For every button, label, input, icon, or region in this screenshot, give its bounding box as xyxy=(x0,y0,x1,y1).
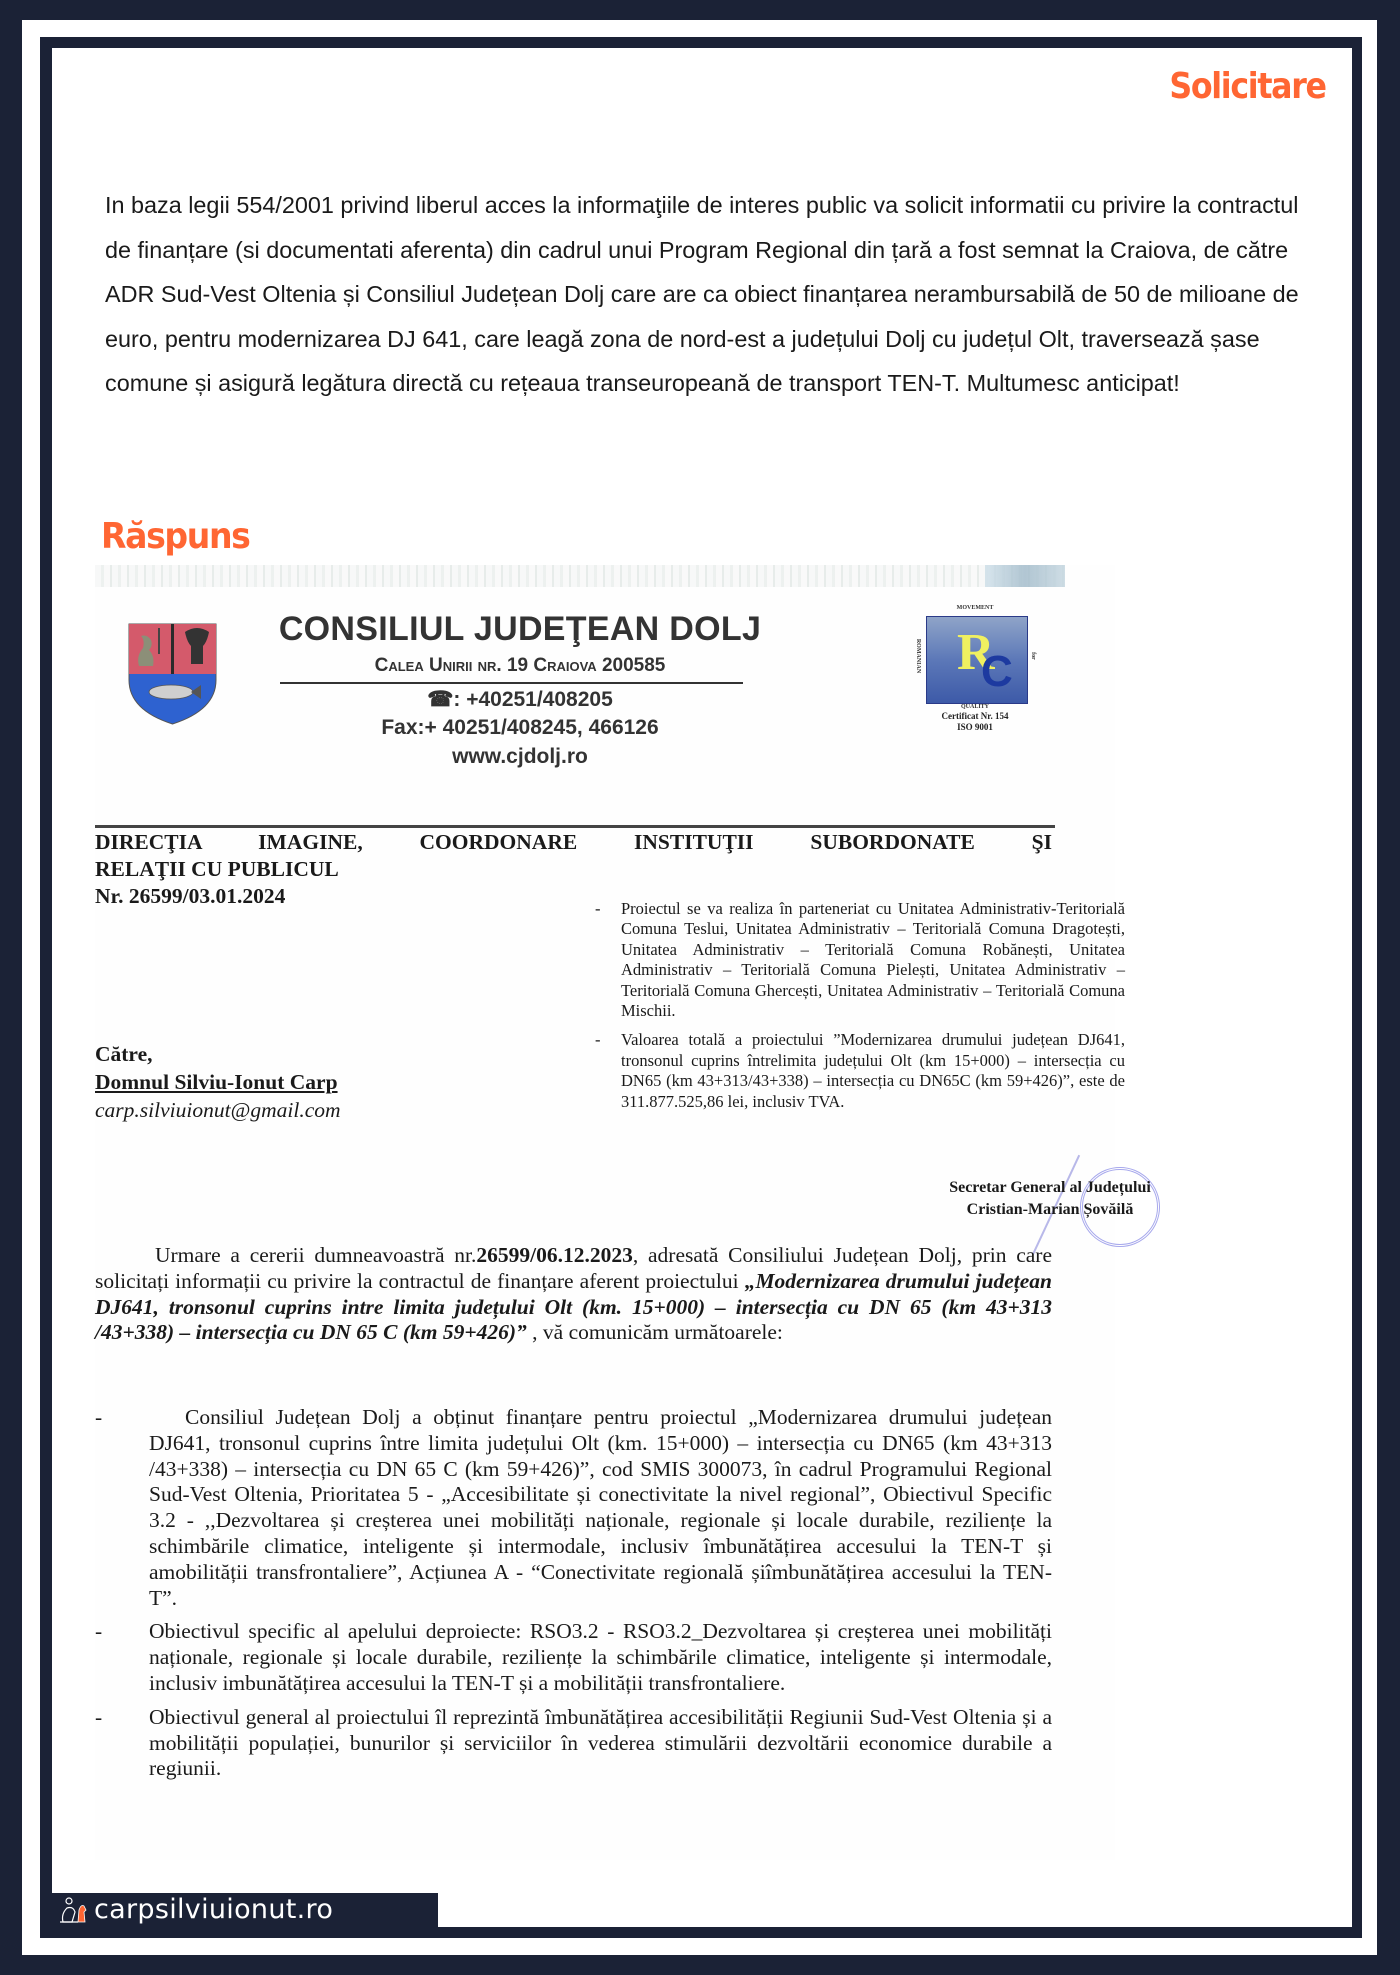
scan-noise xyxy=(985,565,1065,587)
signature-block xyxy=(910,1177,1190,1221)
signatory-name: Cristian-Marian Șovăilă xyxy=(966,1201,1134,1218)
list-item xyxy=(95,1405,1052,1611)
intro-text: Urmare a cererii dumneavoastră nr. xyxy=(155,1243,477,1267)
dash-bullet: - xyxy=(95,1405,103,1429)
cert-bottom-label: QUALITY xyxy=(960,704,989,710)
dolj-coat-of-arms-icon xyxy=(127,622,218,726)
request-number: 26599/06.12.2023 xyxy=(476,1243,633,1267)
project-details-list xyxy=(595,899,1125,1121)
dash-bullet: - xyxy=(95,1619,103,1644)
signatory-title: Secretar General al Județului xyxy=(949,1179,1151,1196)
cert-number: Certificat Nr. 154 xyxy=(941,711,1009,721)
response-heading: Răspuns xyxy=(101,516,250,557)
quality-certificate-logo xyxy=(915,605,1036,732)
intro-paragraph xyxy=(95,1243,1052,1346)
cert-top-label: MOVEMENT xyxy=(956,605,994,611)
list-item xyxy=(595,1030,1125,1112)
list-item-text: Valoarea totală a proiectului ”Modernizarea drumului județean DJ641, tronsonul cuprins întrelimita județului Olt (km 15+000) – intersecția cu DN65 (km 43+313/43+338) – intersecția cu DN65C (km 59+426)”, este de 311.877.525,86 lei, inclusiv TVA. xyxy=(621,1030,1125,1111)
dash-bullet: - xyxy=(595,899,601,918)
reference-number: Nr. 26599/03.01.2024 xyxy=(95,884,286,908)
letterhead-institution: CONSILIUL JUDEŢEAN DOLJ xyxy=(278,610,762,648)
footer-site-name: carpsilviuionut.ro xyxy=(94,1894,334,1925)
intro-text: , vă comunicăm următoarele: xyxy=(526,1320,783,1345)
document-page xyxy=(52,48,1352,1927)
people-dog-logo-icon xyxy=(58,1896,90,1924)
list-item-text: Obiectivul specific al apelului deproiecte: RSO3.2 - RSO3.2_Dezvoltarea și creșterea unei mobilități naționale, regionale și locale durabile, reziliențe la schimbările climatice, inteligente și intermodale, inclusiv imbunătățirea accesului la TEN-T și a mobilității transfrontaliere. xyxy=(149,1619,1052,1695)
letterhead-divider xyxy=(280,682,743,684)
intro-text: , adresată Consiliului Județean Dolj, prin care solicitați informații cu privire la contractul de finanțare aferent proiectului xyxy=(95,1243,1053,1293)
response-bullets xyxy=(95,1405,1052,1790)
list-item-text: Obiectivul general al proiectului îl reprezintă îmbunătățirea accesibilității Regiunii Sud-Vest Oltenia și a mobilității populației, bunurilor și serviciilor în vederea stimulării dezvoltării economice durabile a regiunii. xyxy=(149,1704,1052,1781)
letterhead-website: www.cjdolj.ro xyxy=(452,745,588,768)
request-heading: Solicitare xyxy=(1169,66,1326,107)
project-title: „Modernizarea drumului județean DJ641, tronsonul cuprins intre limita județului Olt (km. 15+000) – intersecția cu DN 65 (km 43+313 /43+338) – intersecția cu DN 65 C (km 59+426)” xyxy=(95,1268,1052,1345)
dash-bullet: - xyxy=(595,1030,601,1050)
recipient-email: carp.silviuionut@gmail.com xyxy=(95,1098,341,1122)
department-line-1: DIRECŢIA IMAGINE, COORDONARE INSTITUŢII SUBORDONATE ŞI xyxy=(95,830,1052,854)
footer-site-badge xyxy=(52,1893,438,1927)
list-item xyxy=(595,899,1125,1021)
letterhead-address: Calea Unirii nr. 19 Craiova 200585 xyxy=(374,655,666,676)
cert-standard: ISO 9001 xyxy=(957,722,993,732)
letterhead-fax: Fax:+ 40251/408245, 466126 xyxy=(381,716,659,739)
letterhead-phone: ☎: +40251/408205 xyxy=(427,688,613,711)
list-item-text: Consiliul Județean Dolj a obținut finanțare pentru proiectul „Modernizarea drumului județean DJ641, tronsonul cuprins între limita județului Olt (km. 15+000) – intersecția cu DN65 (km 43+313 /43+338) – intersecția cu DN 65 C (km 59+426)”, cod SMIS 300073, în cadrul Programului Regional Sud-Vest Oltenia, Prioritatea 5 - „Accesibilitate și conectivitate la nivel regional”, Obiectivul Specific 3.2 - ,,Dezvoltarea și creșterea unei mobilități naționale, regionale și locale durabile, reziliențe la schimbările climatice, inteligente și intermodale, inclusiv îmbunătățirea accesului la TEN-T și amobilității transfrontaliere”, Acțiunea A - “Conectivitate regională șiîmbunătățirea accesului la TEN-T”. xyxy=(149,1405,1052,1610)
cert-letter-r: R xyxy=(957,624,995,681)
rc-logo-icon xyxy=(926,616,1028,704)
recipient-label: Către, xyxy=(95,1042,153,1066)
scan-noise xyxy=(95,565,1065,587)
cert-letter-c: C xyxy=(981,647,1013,696)
header-divider xyxy=(95,825,1055,828)
scanned-response-letter xyxy=(95,565,1151,1860)
department-line-2: RELAŢII CU PUBLICUL xyxy=(95,857,339,881)
request-body: In baza legii 554/2001 privind liberul acces la informaţiile de interes public va solicit informatii cu privire la contractul de finanțare (si documentati aferenta) din cadrul unui Program Regional din țară a fost semnat la Craiova, de către ADR Sud-Vest Oltenia și Consiliul Județean Dolj care are ca obiect finanțarea nerambursabilă de 50 de milioane de euro, pentru modernizarea DJ 641, care leagă zona de nord-est a județului Dolj cu județul Olt, traversează șase comune și asigură legătura directă cu rețeaua transeuropeană de transport TEN-T. Multumesc anticipat! xyxy=(105,192,1299,397)
list-item-text: Proiectul se va realiza în parteneriat cu Unitatea Administrativ-Teritorială Comuna Teslui, Unitatea Administrativ – Teritorială Comuna Dragotești, Unitatea Administrativ – Teritorială Comuna Robănești, Unitatea Administrativ – Teritorială Comuna Pielești, Unitatea Administrativ – Teritorială Comuna Ghercești, Unitatea Administrativ – Teritorială Comuna Mischii. xyxy=(621,899,1125,1021)
recipient-name: Domnul Silviu-Ionut Carp xyxy=(95,1070,338,1094)
list-item xyxy=(95,1619,1052,1696)
cert-side-label: for xyxy=(1029,652,1036,660)
list-item xyxy=(95,1705,1052,1782)
dash-bullet: - xyxy=(95,1704,103,1729)
cert-side-label: ROMANIAN xyxy=(915,638,922,674)
